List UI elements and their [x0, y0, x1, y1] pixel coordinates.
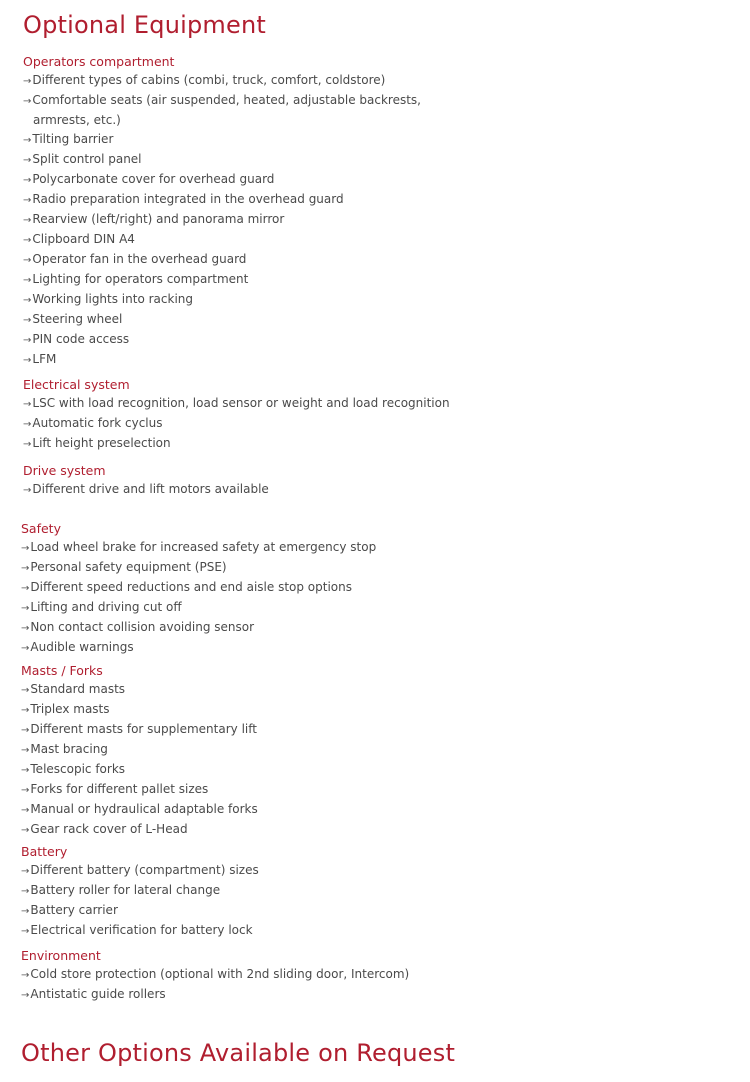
item-list: [23, 394, 450, 454]
arrow-icon: →: [23, 399, 32, 410]
list-item: →Polycarbonate cover for overhead guard: [23, 170, 421, 190]
list-item: →Telescopic forks: [21, 760, 258, 780]
section-heading: Environment: [21, 948, 101, 963]
item-list: [21, 965, 409, 1005]
arrow-icon: →: [21, 583, 30, 594]
list-item: →LFM: [23, 350, 421, 370]
arrow-icon: →: [23, 175, 32, 186]
list-item: →Gear rack cover of L-Head: [21, 820, 258, 840]
arrow-icon: →: [21, 990, 30, 1001]
item-list: [23, 71, 421, 370]
list-item: →Tilting barrier: [23, 130, 421, 150]
list-item-continuation: armrests, etc.): [33, 113, 121, 127]
list-item: →Battery roller for lateral change: [21, 881, 259, 901]
arrow-icon: →: [23, 275, 32, 286]
arrow-icon: →: [21, 725, 30, 736]
arrow-icon: →: [23, 76, 32, 87]
list-item: →Triplex masts: [21, 700, 258, 720]
arrow-icon: →: [23, 255, 32, 266]
section-masts-forks: [21, 661, 258, 840]
list-item: →Comfortable seats (air suspended, heated, adjustable backrests, armrests, etc.): [23, 91, 421, 130]
arrow-icon: →: [23, 235, 32, 246]
arrow-icon: →: [23, 439, 32, 450]
list-item: →Personal safety equipment (PSE): [21, 558, 376, 578]
list-item: →Mast bracing: [21, 740, 258, 760]
arrow-icon: →: [21, 563, 30, 574]
list-item: →Lighting for operators compartment: [23, 270, 421, 290]
section-electrical-system: [23, 375, 450, 454]
arrow-icon: →: [23, 355, 32, 366]
arrow-icon: →: [23, 135, 32, 146]
arrow-icon: →: [23, 155, 32, 166]
list-item: →Lift height preselection: [23, 434, 450, 454]
other-options-title: Other Options Available on Request: [21, 1039, 456, 1067]
list-item: →Different drive and lift motors available: [23, 480, 269, 500]
section-heading: Operators compartment: [23, 54, 175, 69]
arrow-icon: →: [23, 195, 32, 206]
section-battery: [21, 842, 259, 941]
list-item: →Working lights into racking: [23, 290, 421, 310]
list-item: →Split control panel: [23, 150, 421, 170]
list-item: →Lifting and driving cut off: [21, 598, 376, 618]
list-item: →PIN code access: [23, 330, 421, 350]
arrow-icon: →: [21, 805, 30, 816]
arrow-icon: →: [21, 926, 30, 937]
arrow-icon: →: [21, 886, 30, 897]
list-item: →Different types of cabins (combi, truck, comfort, coldstore): [23, 71, 421, 91]
list-item: →Electrical verification for battery lock: [21, 921, 259, 941]
section-heading: Electrical system: [23, 377, 130, 392]
arrow-icon: →: [23, 315, 32, 326]
item-list: [21, 680, 258, 840]
list-item: →Radio preparation integrated in the overhead guard: [23, 190, 421, 210]
list-item: →Different battery (compartment) sizes: [21, 861, 259, 881]
list-item: →Forks for different pallet sizes: [21, 780, 258, 800]
list-item: →Cold store protection (optional with 2nd sliding door, Intercom): [21, 965, 409, 985]
arrow-icon: →: [21, 543, 30, 554]
page-title: Optional Equipment: [23, 11, 266, 39]
list-item: →Non contact collision avoiding sensor: [21, 618, 376, 638]
item-list: [23, 480, 269, 500]
section-heading: Drive system: [23, 463, 106, 478]
list-item: →Operator fan in the overhead guard: [23, 250, 421, 270]
item-list: [21, 538, 376, 658]
section-safety: [21, 519, 376, 658]
section-operators-compartment: [23, 52, 421, 370]
section-heading: Safety: [21, 521, 61, 536]
section-drive-system: [23, 461, 269, 500]
list-item: →Load wheel brake for increased safety at emergency stop: [21, 538, 376, 558]
list-item: →Steering wheel: [23, 310, 421, 330]
list-item: →Automatic fork cyclus: [23, 414, 450, 434]
list-item: →Clipboard DIN A4: [23, 230, 421, 250]
arrow-icon: →: [21, 643, 30, 654]
arrow-icon: →: [21, 705, 30, 716]
arrow-icon: →: [23, 419, 32, 430]
arrow-icon: →: [23, 485, 32, 496]
section-environment: [21, 946, 409, 1005]
list-item: →Antistatic guide rollers: [21, 985, 409, 1005]
section-heading: Battery: [21, 844, 68, 859]
list-item: →Battery carrier: [21, 901, 259, 921]
arrow-icon: →: [21, 603, 30, 614]
arrow-icon: →: [21, 825, 30, 836]
list-item: →Manual or hydraulical adaptable forks: [21, 800, 258, 820]
list-item: →Different masts for supplementary lift: [21, 720, 258, 740]
arrow-icon: →: [21, 906, 30, 917]
list-item: →LSC with load recognition, load sensor or weight and load recognition: [23, 394, 450, 414]
arrow-icon: →: [21, 745, 30, 756]
arrow-icon: →: [21, 866, 30, 877]
list-item: →Audible warnings: [21, 638, 376, 658]
list-item: →Rearview (left/right) and panorama mirror: [23, 210, 421, 230]
arrow-icon: →: [23, 215, 32, 226]
arrow-icon: →: [21, 623, 30, 634]
arrow-icon: →: [23, 335, 32, 346]
item-list: [21, 861, 259, 941]
arrow-icon: →: [23, 96, 32, 107]
arrow-icon: →: [23, 295, 32, 306]
list-item: →Standard masts: [21, 680, 258, 700]
arrow-icon: →: [21, 970, 30, 981]
arrow-icon: →: [21, 785, 30, 796]
arrow-icon: →: [21, 765, 30, 776]
list-item: →Different speed reductions and end aisle stop options: [21, 578, 376, 598]
arrow-icon: →: [21, 685, 30, 696]
section-heading: Masts / Forks: [21, 663, 103, 678]
